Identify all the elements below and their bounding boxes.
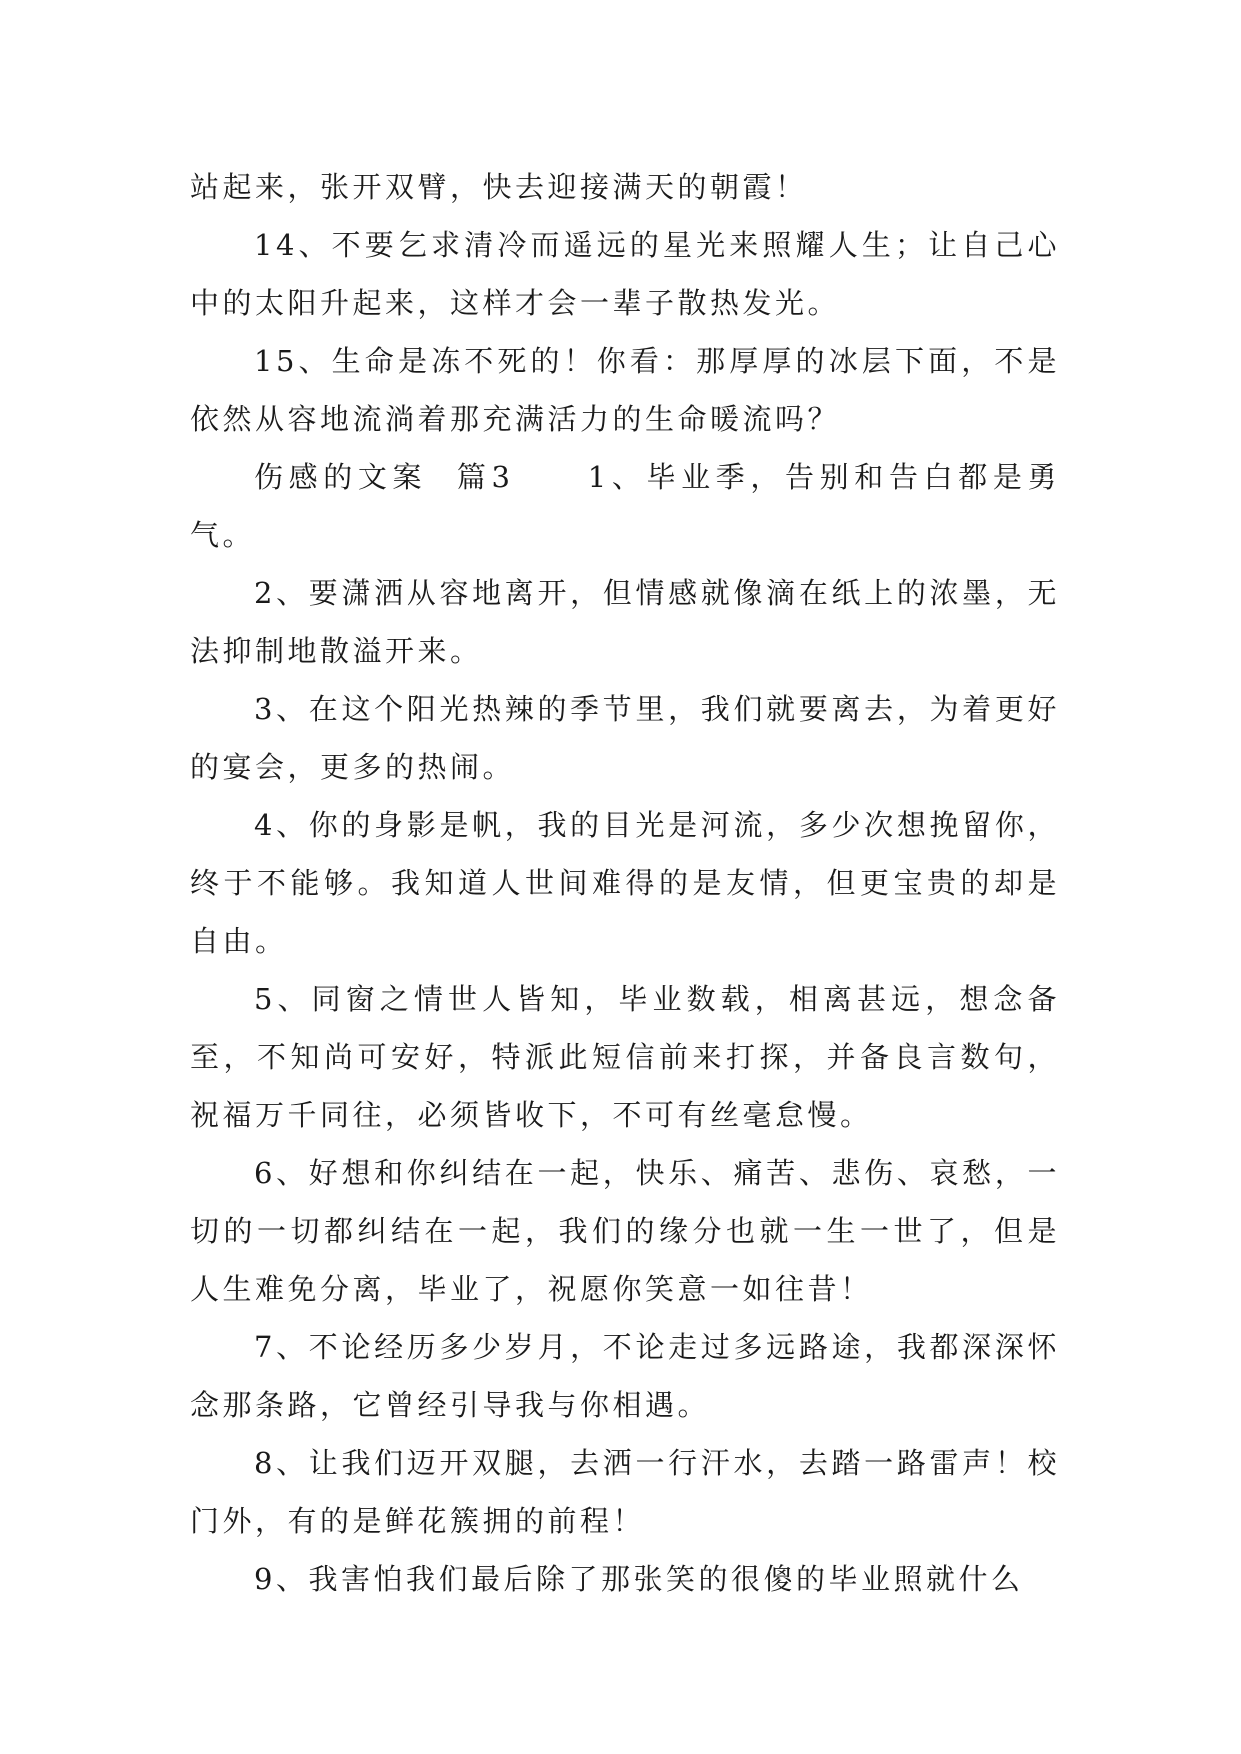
paragraph: 5、同窗之情世人皆知，毕业数载，相离甚远，想念备至，不知尚可安好，特派此短信前来打探，并备良言数句，祝福万千同往，必须皆收下，不可有丝毫怠慢。 <box>190 982 1060 1132</box>
paragraph: 8、让我们迈开双腿，去洒一行汗水，去踏一路雷声！校门外，有的是鲜花簇拥的前程！ <box>190 1446 1060 1538</box>
paragraph: 3、在这个阳光热辣的季节里，我们就要离去，为着更好的宴会，更多的热闹。 <box>190 692 1060 784</box>
paragraph: 9、我害怕我们最后除了那张笑的很傻的毕业照就什么 <box>254 1562 1024 1596</box>
paragraph: 14、不要乞求清冷而遥远的星光来照耀人生；让自己心中的太阳升起来，这样才会一辈子散热发光。 <box>190 228 1060 320</box>
paragraph: 2、要潇洒从容地离开，但情感就像滴在纸上的浓墨，无法抑制地散溢开来。 <box>190 576 1060 668</box>
paragraph: 7、不论经历多少岁月，不论走过多远路途，我都深深怀念那条路，它曾经引导我与你相遇。 <box>190 1330 1060 1422</box>
section-heading-paragraph: 伤感的文案 篇3 1、毕业季，告别和告白都是勇气。 <box>190 460 1060 552</box>
paragraph: 6、好想和你纠结在一起，快乐、痛苦、悲伤、哀愁，一切的一切都纠结在一起，我们的缘分也就一生一世了，但是人生难免分离，毕业了，祝愿你笑意一如往昔！ <box>190 1156 1060 1306</box>
paragraph: 4、你的身影是帆，我的目光是河流，多少次想挽留你，终于不能够。我知道人世间难得的是友情，但更宝贵的却是自由。 <box>190 808 1060 958</box>
document-body <box>190 158 1060 1608</box>
paragraph: 15、生命是冻不死的！你看：那厚厚的冰层下面，不是依然从容地流淌着那充满活力的生命暖流吗？ <box>190 344 1060 436</box>
paragraph: 站起来，张开双臂，快去迎接满天的朝霞！ <box>190 170 808 204</box>
